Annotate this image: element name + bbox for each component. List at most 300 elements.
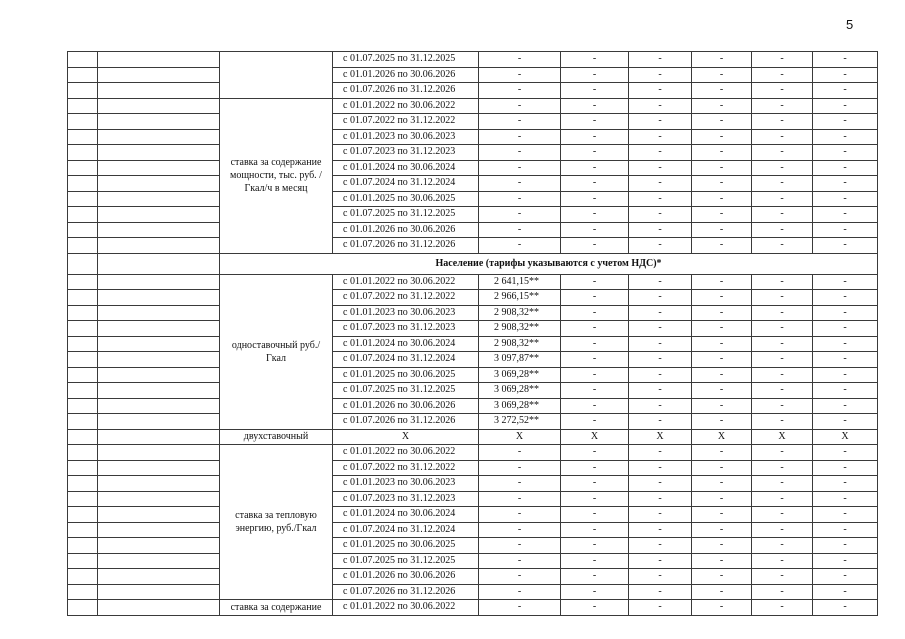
dash-cell: - xyxy=(813,569,878,585)
table-row xyxy=(68,429,878,445)
table-row xyxy=(68,460,878,476)
dash-cell: - xyxy=(561,274,629,290)
table-row xyxy=(68,600,878,616)
dash-cell: - xyxy=(752,569,813,585)
dash-cell: - xyxy=(561,290,629,306)
dash-cell: - xyxy=(479,238,561,254)
dash-cell: - xyxy=(752,522,813,538)
dash-cell: - xyxy=(561,98,629,114)
dash-cell: - xyxy=(813,129,878,145)
dash-cell: - xyxy=(752,83,813,99)
dash-cell: - xyxy=(629,129,692,145)
number-cell xyxy=(68,191,98,207)
number-cell xyxy=(68,222,98,238)
dash-cell: - xyxy=(752,460,813,476)
dash-cell: - xyxy=(629,538,692,554)
dash-cell: - xyxy=(561,114,629,130)
table-row xyxy=(68,383,878,399)
period-cell: с 01.07.2025 по 31.12.2025 xyxy=(333,553,479,569)
number-cell xyxy=(68,83,98,99)
dash-cell: - xyxy=(561,383,629,399)
dash-cell: - xyxy=(813,538,878,554)
organization-cell xyxy=(98,507,220,523)
number-cell xyxy=(68,507,98,523)
dash-cell: - xyxy=(479,569,561,585)
period-cell: с 01.07.2023 по 31.12.2023 xyxy=(333,491,479,507)
table-row xyxy=(68,336,878,352)
period-cell: с 01.07.2026 по 31.12.2026 xyxy=(333,238,479,254)
dash-cell: - xyxy=(752,274,813,290)
tariff-value-cell: 2 908,32** xyxy=(479,321,561,337)
dash-cell: - xyxy=(561,145,629,161)
period-cell: с 01.01.2025 по 30.06.2025 xyxy=(333,191,479,207)
tariff-value-cell: 3 097,87** xyxy=(479,352,561,368)
table-row xyxy=(68,114,878,130)
organization-cell xyxy=(98,290,220,306)
period-cell: с 01.01.2023 по 30.06.2023 xyxy=(333,305,479,321)
tariff-value-cell: 2 908,32** xyxy=(479,305,561,321)
table-row xyxy=(68,98,878,114)
period-cell: с 01.01.2024 по 30.06.2024 xyxy=(333,507,479,523)
dash-cell: - xyxy=(692,114,752,130)
dash-cell: - xyxy=(561,336,629,352)
period-cell: с 01.01.2022 по 30.06.2022 xyxy=(333,445,479,461)
dash-cell: - xyxy=(692,274,752,290)
table-row xyxy=(68,145,878,161)
dash-cell: - xyxy=(813,145,878,161)
dash-cell: - xyxy=(629,507,692,523)
dash-cell: - xyxy=(629,114,692,130)
dash-cell: - xyxy=(561,507,629,523)
period-cell: с 01.07.2022 по 31.12.2022 xyxy=(333,460,479,476)
dash-cell: - xyxy=(479,207,561,223)
dash-cell: - xyxy=(813,160,878,176)
organization-cell xyxy=(98,274,220,290)
organization-cell xyxy=(98,569,220,585)
dash-cell: - xyxy=(692,191,752,207)
organization-cell xyxy=(98,160,220,176)
dash-cell: - xyxy=(629,491,692,507)
dash-cell: - xyxy=(692,414,752,430)
dash-cell: - xyxy=(813,290,878,306)
dash-cell: - xyxy=(561,445,629,461)
period-cell: с 01.07.2023 по 31.12.2023 xyxy=(333,145,479,161)
period-cell: с 01.07.2026 по 31.12.2026 xyxy=(333,414,479,430)
dash-cell: - xyxy=(479,52,561,68)
dash-cell: - xyxy=(752,67,813,83)
table-row xyxy=(68,191,878,207)
dash-cell: - xyxy=(752,207,813,223)
dash-cell: - xyxy=(479,476,561,492)
dash-cell: - xyxy=(629,445,692,461)
table-row xyxy=(68,290,878,306)
dash-cell: - xyxy=(813,600,878,616)
dash-cell: - xyxy=(813,383,878,399)
dash-cell: - xyxy=(479,145,561,161)
number-cell xyxy=(68,67,98,83)
dash-cell: - xyxy=(479,114,561,130)
number-cell xyxy=(68,274,98,290)
number-cell xyxy=(68,414,98,430)
table-row xyxy=(68,238,878,254)
tariff-value-cell: 3 069,28** xyxy=(479,367,561,383)
dash-cell: - xyxy=(813,491,878,507)
period-cell: с 01.07.2024 по 31.12.2024 xyxy=(333,176,479,192)
tariff-value-cell: 2 908,32** xyxy=(479,336,561,352)
table-row xyxy=(68,569,878,585)
dash-cell: - xyxy=(561,600,629,616)
cross-cell: X xyxy=(479,429,561,445)
number-cell xyxy=(68,290,98,306)
dash-cell: - xyxy=(692,67,752,83)
dash-cell: - xyxy=(629,305,692,321)
dash-cell: - xyxy=(479,176,561,192)
dash-cell: - xyxy=(752,600,813,616)
number-cell xyxy=(68,352,98,368)
dash-cell: - xyxy=(629,414,692,430)
dash-cell: - xyxy=(629,67,692,83)
period-cell: с 01.01.2022 по 30.06.2022 xyxy=(333,600,479,616)
dash-cell: - xyxy=(692,460,752,476)
number-cell xyxy=(68,584,98,600)
dash-cell: - xyxy=(813,176,878,192)
rate-type-cell xyxy=(220,52,333,99)
dash-cell: - xyxy=(629,584,692,600)
number-cell xyxy=(68,207,98,223)
period-cell: с 01.01.2026 по 30.06.2026 xyxy=(333,398,479,414)
number-cell xyxy=(68,114,98,130)
organization-cell xyxy=(98,398,220,414)
dash-cell: - xyxy=(561,584,629,600)
dash-cell: - xyxy=(479,83,561,99)
number-cell xyxy=(68,160,98,176)
number-cell xyxy=(68,522,98,538)
dash-cell: - xyxy=(479,507,561,523)
table-row xyxy=(68,491,878,507)
dash-cell: - xyxy=(692,600,752,616)
rate-type-cell: ставка за содержание мощности, тыс. руб. /Гкал/ч в месяц xyxy=(220,98,333,253)
tariff-value-cell: 3 069,28** xyxy=(479,383,561,399)
dash-cell: - xyxy=(561,191,629,207)
dash-cell: - xyxy=(752,305,813,321)
number-cell xyxy=(68,52,98,68)
organization-cell xyxy=(98,222,220,238)
organization-cell xyxy=(98,207,220,223)
number-cell xyxy=(68,305,98,321)
dash-cell: - xyxy=(752,114,813,130)
dash-cell: - xyxy=(692,507,752,523)
dash-cell: - xyxy=(629,207,692,223)
dash-cell: - xyxy=(752,191,813,207)
organization-cell xyxy=(98,352,220,368)
dash-cell: - xyxy=(479,460,561,476)
dash-cell: - xyxy=(692,207,752,223)
rate-type-cell: двухставочный xyxy=(220,429,333,445)
dash-cell: - xyxy=(813,191,878,207)
cross-cell: X xyxy=(561,429,629,445)
dash-cell: - xyxy=(813,222,878,238)
number-cell xyxy=(68,238,98,254)
period-cell: с 01.07.2026 по 31.12.2026 xyxy=(333,584,479,600)
table-row xyxy=(68,584,878,600)
tariff-value-cell: 3 069,28** xyxy=(479,398,561,414)
dash-cell: - xyxy=(813,67,878,83)
organization-cell xyxy=(98,476,220,492)
dash-cell: - xyxy=(752,160,813,176)
dash-cell: - xyxy=(813,367,878,383)
number-cell xyxy=(68,491,98,507)
dash-cell: - xyxy=(813,274,878,290)
period-cell: с 01.07.2024 по 31.12.2024 xyxy=(333,352,479,368)
dash-cell: - xyxy=(813,522,878,538)
dash-cell: - xyxy=(752,584,813,600)
dash-cell: - xyxy=(561,522,629,538)
dash-cell: - xyxy=(752,445,813,461)
period-cell: с 01.01.2025 по 30.06.2025 xyxy=(333,367,479,383)
dash-cell: - xyxy=(561,352,629,368)
table-row xyxy=(68,553,878,569)
dash-cell: - xyxy=(479,584,561,600)
tariff-value-cell: 2 966,15** xyxy=(479,290,561,306)
dash-cell: - xyxy=(813,305,878,321)
dash-cell: - xyxy=(479,129,561,145)
dash-cell: - xyxy=(813,52,878,68)
table-row xyxy=(68,476,878,492)
dash-cell: - xyxy=(813,83,878,99)
dash-cell: - xyxy=(752,222,813,238)
rate-type-cell: ставка за содержание xyxy=(220,600,333,616)
dash-cell: - xyxy=(629,476,692,492)
dash-cell: - xyxy=(752,398,813,414)
organization-cell xyxy=(98,491,220,507)
table-row xyxy=(68,253,878,274)
dash-cell: - xyxy=(561,460,629,476)
period-cell: с 01.07.2025 по 31.12.2025 xyxy=(333,383,479,399)
period-cell: с 01.01.2025 по 30.06.2025 xyxy=(333,538,479,554)
dash-cell: - xyxy=(692,522,752,538)
dash-cell: - xyxy=(813,445,878,461)
dash-cell: - xyxy=(752,321,813,337)
table-row xyxy=(68,445,878,461)
dash-cell: - xyxy=(629,52,692,68)
period-cell: с 01.01.2026 по 30.06.2026 xyxy=(333,67,479,83)
number-cell xyxy=(68,253,98,274)
period-cell: с 01.07.2022 по 31.12.2022 xyxy=(333,290,479,306)
table-row xyxy=(68,160,878,176)
number-cell xyxy=(68,98,98,114)
period-cell: с 01.07.2026 по 31.12.2026 xyxy=(333,83,479,99)
dash-cell: - xyxy=(629,367,692,383)
dash-cell: - xyxy=(692,321,752,337)
dash-cell: - xyxy=(692,305,752,321)
dash-cell: - xyxy=(813,584,878,600)
dash-cell: - xyxy=(561,129,629,145)
organization-cell xyxy=(98,67,220,83)
period-cell: с 01.01.2023 по 30.06.2023 xyxy=(333,129,479,145)
dash-cell: - xyxy=(692,52,752,68)
dash-cell: - xyxy=(561,52,629,68)
dash-cell: - xyxy=(629,600,692,616)
dash-cell: - xyxy=(629,191,692,207)
number-cell xyxy=(68,569,98,585)
dash-cell: - xyxy=(692,538,752,554)
dash-cell: - xyxy=(561,367,629,383)
dash-cell: - xyxy=(629,145,692,161)
dash-cell: - xyxy=(752,98,813,114)
table-row xyxy=(68,67,878,83)
tariff-value-cell: 2 641,15** xyxy=(479,274,561,290)
cross-cell: X xyxy=(813,429,878,445)
dash-cell: - xyxy=(629,553,692,569)
dash-cell: - xyxy=(752,176,813,192)
dash-cell: - xyxy=(692,584,752,600)
organization-cell xyxy=(98,305,220,321)
dash-cell: - xyxy=(813,336,878,352)
dash-cell: - xyxy=(692,98,752,114)
dash-cell: - xyxy=(561,67,629,83)
table-row xyxy=(68,507,878,523)
organization-cell xyxy=(98,191,220,207)
organization-cell xyxy=(98,383,220,399)
table-row xyxy=(68,207,878,223)
dash-cell: - xyxy=(629,336,692,352)
dash-cell: - xyxy=(629,274,692,290)
table-row xyxy=(68,176,878,192)
dash-cell: - xyxy=(752,553,813,569)
dash-cell: - xyxy=(479,491,561,507)
cross-cell: X xyxy=(752,429,813,445)
dash-cell: - xyxy=(692,129,752,145)
dash-cell: - xyxy=(813,460,878,476)
dash-cell: - xyxy=(813,507,878,523)
number-cell xyxy=(68,383,98,399)
dash-cell: - xyxy=(692,553,752,569)
number-cell xyxy=(68,476,98,492)
dash-cell: - xyxy=(752,491,813,507)
organization-cell xyxy=(98,129,220,145)
tariff-value-cell: 3 272,52** xyxy=(479,414,561,430)
period-cell: с 01.07.2023 по 31.12.2023 xyxy=(333,321,479,337)
dash-cell: - xyxy=(561,176,629,192)
organization-cell xyxy=(98,98,220,114)
organization-cell xyxy=(98,52,220,68)
dash-cell: - xyxy=(692,336,752,352)
table-row xyxy=(68,83,878,99)
organization-cell xyxy=(98,176,220,192)
dash-cell: - xyxy=(813,114,878,130)
dash-cell: - xyxy=(629,83,692,99)
dash-cell: - xyxy=(561,222,629,238)
organization-cell xyxy=(98,522,220,538)
dash-cell: - xyxy=(629,98,692,114)
dash-cell: - xyxy=(561,569,629,585)
table-row xyxy=(68,129,878,145)
number-cell xyxy=(68,553,98,569)
dash-cell: - xyxy=(479,522,561,538)
dash-cell: - xyxy=(692,383,752,399)
dash-cell: - xyxy=(561,83,629,99)
organization-cell xyxy=(98,321,220,337)
dash-cell: - xyxy=(752,383,813,399)
dash-cell: - xyxy=(629,238,692,254)
organization-cell xyxy=(98,145,220,161)
number-cell xyxy=(68,129,98,145)
period-cell: с 01.01.2023 по 30.06.2023 xyxy=(333,476,479,492)
number-cell xyxy=(68,145,98,161)
dash-cell: - xyxy=(692,491,752,507)
dash-cell: - xyxy=(692,476,752,492)
page-number: 5 xyxy=(846,17,854,32)
number-cell xyxy=(68,460,98,476)
organization-cell xyxy=(98,538,220,554)
dash-cell: - xyxy=(752,145,813,161)
dash-cell: - xyxy=(629,290,692,306)
dash-cell: - xyxy=(692,367,752,383)
dash-cell: - xyxy=(813,398,878,414)
dash-cell: - xyxy=(561,238,629,254)
dash-cell: - xyxy=(629,352,692,368)
organization-cell xyxy=(98,114,220,130)
dash-cell: - xyxy=(629,321,692,337)
organization-cell xyxy=(98,553,220,569)
table-row xyxy=(68,522,878,538)
number-cell xyxy=(68,538,98,554)
organization-cell xyxy=(98,429,220,445)
dash-cell: - xyxy=(692,290,752,306)
period-cell: с 01.07.2022 по 31.12.2022 xyxy=(333,114,479,130)
dash-cell: - xyxy=(813,352,878,368)
dash-cell: - xyxy=(752,336,813,352)
table-row xyxy=(68,352,878,368)
dash-cell: - xyxy=(561,491,629,507)
dash-cell: - xyxy=(752,538,813,554)
dash-cell: - xyxy=(479,538,561,554)
table-row xyxy=(68,305,878,321)
dash-cell: - xyxy=(692,83,752,99)
period-cell: с 01.01.2022 по 30.06.2022 xyxy=(333,98,479,114)
period-cell: с 01.01.2026 по 30.06.2026 xyxy=(333,222,479,238)
dash-cell: - xyxy=(813,414,878,430)
dash-cell: - xyxy=(561,160,629,176)
rate-type-cell: одноставочный руб./Гкал xyxy=(220,274,333,429)
dash-cell: - xyxy=(479,445,561,461)
organization-cell xyxy=(98,445,220,461)
dash-cell: - xyxy=(561,414,629,430)
organization-cell xyxy=(98,238,220,254)
table-row xyxy=(68,321,878,337)
tariff-table xyxy=(67,51,878,616)
dash-cell: - xyxy=(692,352,752,368)
organization-cell xyxy=(98,460,220,476)
period-cell: с 01.01.2024 по 30.06.2024 xyxy=(333,336,479,352)
period-cell: с 01.07.2024 по 31.12.2024 xyxy=(333,522,479,538)
number-cell xyxy=(68,321,98,337)
dash-cell: - xyxy=(813,98,878,114)
section-title: Население (тарифы указываются с учетом НДС)* xyxy=(220,253,878,274)
organization-cell xyxy=(98,336,220,352)
dash-cell: - xyxy=(479,67,561,83)
number-cell xyxy=(68,367,98,383)
dash-cell: - xyxy=(629,460,692,476)
dash-cell: - xyxy=(752,476,813,492)
dash-cell: - xyxy=(813,238,878,254)
dash-cell: - xyxy=(479,600,561,616)
number-cell xyxy=(68,445,98,461)
dash-cell: - xyxy=(629,569,692,585)
dash-cell: - xyxy=(561,305,629,321)
dash-cell: - xyxy=(752,129,813,145)
dash-cell: - xyxy=(629,522,692,538)
